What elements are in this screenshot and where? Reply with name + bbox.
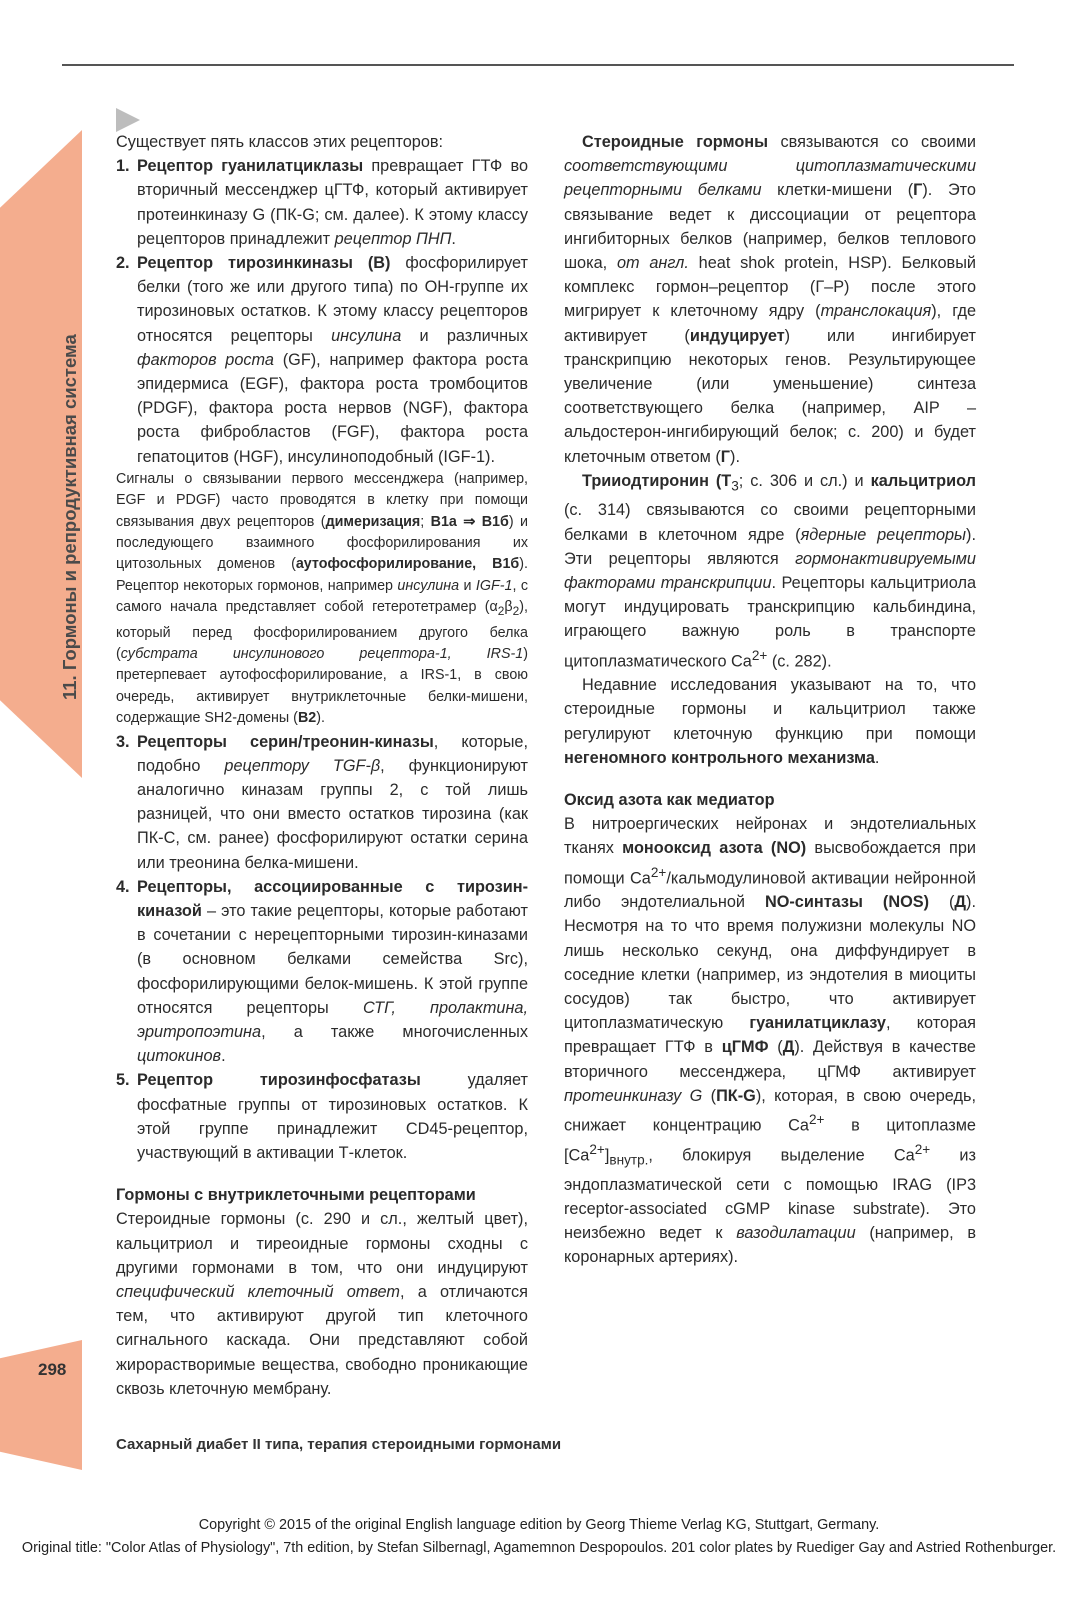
paragraph: Стероидные гормоны (с. 290 и сл., желтый цвет), кальцитриол и тиреоидные гормоны сходны с другими гормонами в том, что они индуцируют специфический клеточный ответ, а отличаются тем, что активируют другой тип клеточного сигнального каскада. Они представляют собой жирорастворимые вещества, свободно проникающие сквозь клеточную мембрану. xyxy=(116,1210,528,1398)
section-heading: Оксид азота как медиатор xyxy=(564,790,775,809)
receptor-list xyxy=(116,154,528,469)
chapter-side-title: 11. Гормоны и репродуктивная система xyxy=(59,334,80,700)
left-column xyxy=(116,130,528,1401)
figure-caption: Сахарный диабет II типа, терапия стероидными гормонами xyxy=(116,1436,562,1453)
triangle-marker-icon xyxy=(116,108,140,132)
small-print-note: Сигналы о связывании первого мессенджера (например, EGF и PDGF) часто проводятся в клетку при помощи связывания двух рецепторов (димеризация; В1а ⇒ В1б) и последующего взаимного фосфорилирования их цитозольных доменов (аутофосфорилирование, В1б). Рецептор некоторых гормонов, например инсулина и IGF-1, с самого начала представляет собой гетеротетрамер $(\alpha_2\beta_2)$, который перед фосфорилированием другого белка (субстрата инсулинового рецептора-1, IRS-1) претерпевает аутофосфорилирование, а IRS-1, в свою очередь, активирует внутриклеточные белки-мишени, содержащие SH2-домены (В2). xyxy=(116,470,528,727)
list-item: 3. Рецепторы серин/треонин-киназы, которые, подобно рецептору TGF-β, функционируют аналогично киназам группы 2, с той лишь разницей, что они вместо остатков тирозина (как ПК-С, см. ранее) фосфорилируют остатки серина или треонина белка-мишени. xyxy=(116,732,529,872)
list-item: 2. Рецептор тирозинкиназы (В) фосфорилирует белки (того же или другого типа) по ОН-группе их тирозиновых остатков. К этому классу рецепторов относятся рецепторы инсулина и различных факторов роста (GF), например фактора роста эпидермиса (EGF), фактора роста тромбоцитов (PDGF), фактора роста нервов (NGF), фактора роста фибробластов (FGF), фактора роста гепатоцитов (HGF), инсулиноподобный (IGF-1). xyxy=(116,254,528,466)
receptor-list-continued xyxy=(116,730,528,1166)
list-item: 5. Рецептор тирозинфосфатазы удаляет фосфатные группы от тирозиновых остатков. К этой группе принадлежит CD45-рецептор, участвующий в активации Т-клеток. xyxy=(116,1071,529,1163)
right-column xyxy=(564,130,976,1269)
list-item: 1. Рецептор гуанилатциклазы превращает ГТФ во вторичный мессенджер цГТФ, который активирует протеинкиназу G (ПК-G; см. далее). К этому классу рецепторов принадлежит рецептор ПНП. xyxy=(116,157,528,248)
top-rule xyxy=(62,64,1014,66)
list-item: 4. Рецепторы, ассоциированные с тирозин-киназой – это такие рецепторы, которые работают в сочетании с нерецепторными тирозин-киназами (в основном белками семейства Src), фосфорилирующими белок-мишень. К этой группе относятся рецепторы СТГ, пролактина, эритропоэтина, а также многочисленных цитокинов. xyxy=(116,877,528,1066)
section-heading: Гормоны с внутриклеточными рецепторами xyxy=(116,1186,476,1205)
intro-text: Существует пять классов этих рецепторов: xyxy=(116,133,444,151)
paragraph: Трииодтиронин ($Т_3$; с. 306 и сл.) и кальцитриол (с. 314) связываются со своими рецепторными белками в клеточном ядре (ядерные рецепторы). Эти рецепторы являются гормонактивируемыми факторами транскрипции. Рецепторы кальцитриола могут индуцировать транскрипцию кальбиндина, играющего важную роль в транспорте цитоплазматического $Ca^{2+}$ (с. 282). xyxy=(564,471,976,670)
paragraph: Недавние исследования указывают на то, что стероидные гормоны и кальцитриол также регулируют клеточную функцию при помощи негеномного контрольного механизма. xyxy=(564,676,976,767)
paragraph: В нитроергических нейронах и эндотелиальных тканях монооксид азота (NO) высвобождается при помощи $Ca^{2+}$/кальмодулиновой активации нейронной либо эндотелиальной NO-синтазы (NOS) (Д). Несмотря на то что время полужизни молекулы NO лишь несколько секунд, она диффундирует в соседние клетки (например, из эндотелия в миоциты сосудов) так быстро, что активирует цитоплазматическую гуанилатциклазу, которая превращает ГТФ в цГМФ (Д). Действуя в качестве вторичного мессенджера, цГМФ активирует протеинкиназу G (ПК-G), которая, в свою очередь, снижает концентрацию $Ca^{2+}$ в цитоплазме $[Ca^{2+}]_{внутр.}$, блокируя выделение $Ca^{2+}$ из эндоплазматической сети с помощью IRAG (IP3 receptor-associated cGMP kinase substrate). Это неизбежно ведет к вазодилатации (например, в коронарных артериях). xyxy=(564,815,976,1267)
original-title-line: Original title: "Color Atlas of Physiology", 7th edition, by Stefan Silbernagl, Agamemnon Despopoulos. 201 color plates by Ruediger Gay and Astried Rothenburger. xyxy=(21,1540,1057,1556)
copyright-line: Copyright © 2015 of the original English language edition by Georg Thieme Verlag KG, Stuttgart, Germany. xyxy=(198,1517,880,1533)
paragraph: Стероидные гормоны связываются со своими соответствующими цитоплазматическими рецепторными белками клетки-мишени (Г). Это связывание ведет к диссоциации от рецептора ингибиторных белков (например, белков теплового шока, от англ. heat shok protein, HSP). Белковый комплекс гормон–рецептор (Г–Р) после этого мигрирует к клеточному ядру (транслокация), где активирует (индуцирует) или ингибирует транскрипцию некоторых генов. Результирующее увеличение (или уменьшение) синтеза соответствующего белка (например, AIP – альдостерон-ингибирующий белок; с. 200) и будет клеточным ответом (Г). xyxy=(564,133,977,466)
page-number: 298 xyxy=(38,1360,67,1379)
